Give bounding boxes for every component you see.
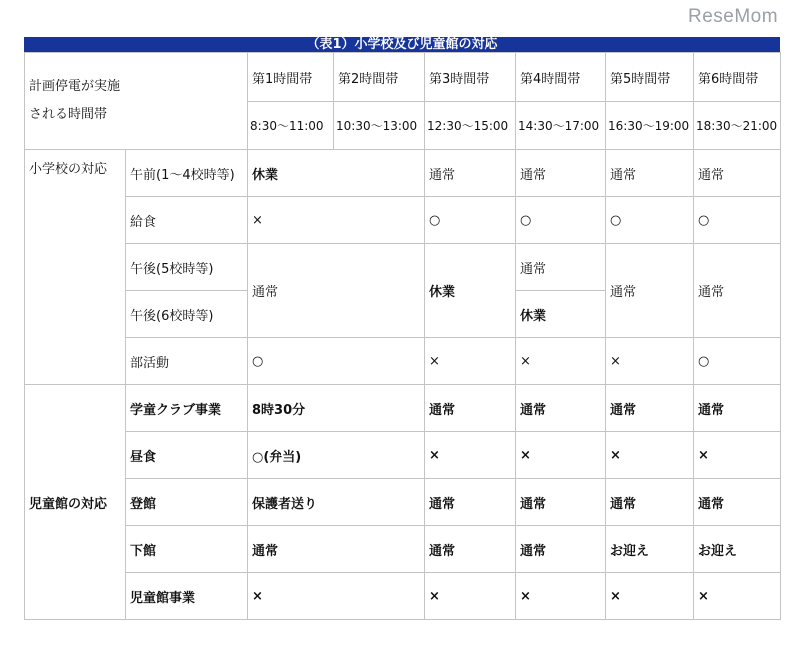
club-program-p6: 通常 <box>694 385 781 432</box>
club-program-p1-2: 8時30分 <box>248 385 425 432</box>
departure-p1-2: 通常 <box>248 526 425 573</box>
morning-p3: 通常 <box>425 150 516 197</box>
row-label-center-program: 児童館事業 <box>126 573 248 620</box>
afternoon6-p4: 休業 <box>516 291 606 338</box>
center-program-p5: × <box>606 573 694 620</box>
period-4-time: 14:30～17:00 <box>516 102 606 150</box>
row-label-club: 部活動 <box>126 338 248 385</box>
arrival-p1-2: 保護者送り <box>248 479 425 526</box>
morning-p5: 通常 <box>606 150 694 197</box>
lunch-p6: ○ <box>694 197 781 244</box>
departure-p6: お迎え <box>694 526 781 573</box>
school-section-label: 小学校の対応 <box>25 150 126 385</box>
center-program-p6: × <box>694 573 781 620</box>
row-label-club-program: 学童クラブ事業 <box>126 385 248 432</box>
table-row <box>25 479 781 526</box>
departure-p4: 通常 <box>516 526 606 573</box>
row-label-morning: 午前(1～4校時等) <box>126 150 248 197</box>
afternoon5-p4: 通常 <box>516 244 606 291</box>
center-lunch-p6: × <box>694 432 781 479</box>
club-program-p3: 通常 <box>425 385 516 432</box>
center-lunch-p5: × <box>606 432 694 479</box>
club-p5: × <box>606 338 694 385</box>
table-row <box>25 526 781 573</box>
table-row <box>25 150 781 197</box>
table-row <box>25 573 781 620</box>
club-p3: × <box>425 338 516 385</box>
resemom-watermark: ReseMom <box>688 6 779 27</box>
table-title: （表1）小学校及び児童館の対応 <box>24 37 780 52</box>
row-label-afternoon6: 午後(6校時等) <box>126 291 248 338</box>
lunch-p4: ○ <box>516 197 606 244</box>
row-label-lunch: 給食 <box>126 197 248 244</box>
center-lunch-p1-2: ○(弁当) <box>248 432 425 479</box>
header-row-label-line2: される時間帯 <box>29 107 108 122</box>
lunch-p3: ○ <box>425 197 516 244</box>
center-section-label: 児童館の対応 <box>25 385 126 620</box>
schedule-table <box>24 52 781 620</box>
header-row-label-line1: 計画停電が実施 <box>29 79 121 94</box>
header-row-periods <box>25 53 781 102</box>
table-row <box>25 432 781 479</box>
period-2-header: 第2時間帯 <box>334 53 425 102</box>
center-program-p1-2: × <box>248 573 425 620</box>
club-program-p4: 通常 <box>516 385 606 432</box>
club-p4: × <box>516 338 606 385</box>
table-row <box>25 338 781 385</box>
morning-p6: 通常 <box>694 150 781 197</box>
period-1-time: 8:30～11:00 <box>248 102 334 150</box>
arrival-p4: 通常 <box>516 479 606 526</box>
period-1-header: 第1時間帯 <box>248 53 334 102</box>
morning-p1-2: 休業 <box>248 150 425 197</box>
table-row <box>25 385 781 432</box>
afternoon-p5: 通常 <box>606 244 694 338</box>
afternoon-p1-2: 通常 <box>248 244 425 338</box>
arrival-p5: 通常 <box>606 479 694 526</box>
center-program-p4: × <box>516 573 606 620</box>
row-label-afternoon5: 午後(5校時等) <box>126 244 248 291</box>
period-5-time: 16:30～19:00 <box>606 102 694 150</box>
center-program-p3: × <box>425 573 516 620</box>
morning-p4: 通常 <box>516 150 606 197</box>
afternoon-p6: 通常 <box>694 244 781 338</box>
club-p1-2: ○ <box>248 338 425 385</box>
period-5-header: 第5時間帯 <box>606 53 694 102</box>
club-program-p5: 通常 <box>606 385 694 432</box>
lunch-p1-2: × <box>248 197 425 244</box>
table-row <box>25 244 781 291</box>
row-label-departure: 下館 <box>126 526 248 573</box>
departure-p3: 通常 <box>425 526 516 573</box>
center-lunch-p3: × <box>425 432 516 479</box>
period-4-header: 第4時間帯 <box>516 53 606 102</box>
header-row-label-cell <box>25 53 248 150</box>
departure-p5: お迎え <box>606 526 694 573</box>
row-label-center-lunch: 昼食 <box>126 432 248 479</box>
period-6-time: 18:30～21:00 <box>694 102 781 150</box>
period-6-header: 第6時間帯 <box>694 53 781 102</box>
afternoon-p3: 休業 <box>425 244 516 338</box>
period-2-time: 10:30～13:00 <box>334 102 425 150</box>
club-p6: ○ <box>694 338 781 385</box>
table-row <box>25 197 781 244</box>
center-lunch-p4: × <box>516 432 606 479</box>
period-3-time: 12:30～15:00 <box>425 102 516 150</box>
arrival-p3: 通常 <box>425 479 516 526</box>
lunch-p5: ○ <box>606 197 694 244</box>
period-3-header: 第3時間帯 <box>425 53 516 102</box>
row-label-arrival: 登館 <box>126 479 248 526</box>
arrival-p6: 通常 <box>694 479 781 526</box>
